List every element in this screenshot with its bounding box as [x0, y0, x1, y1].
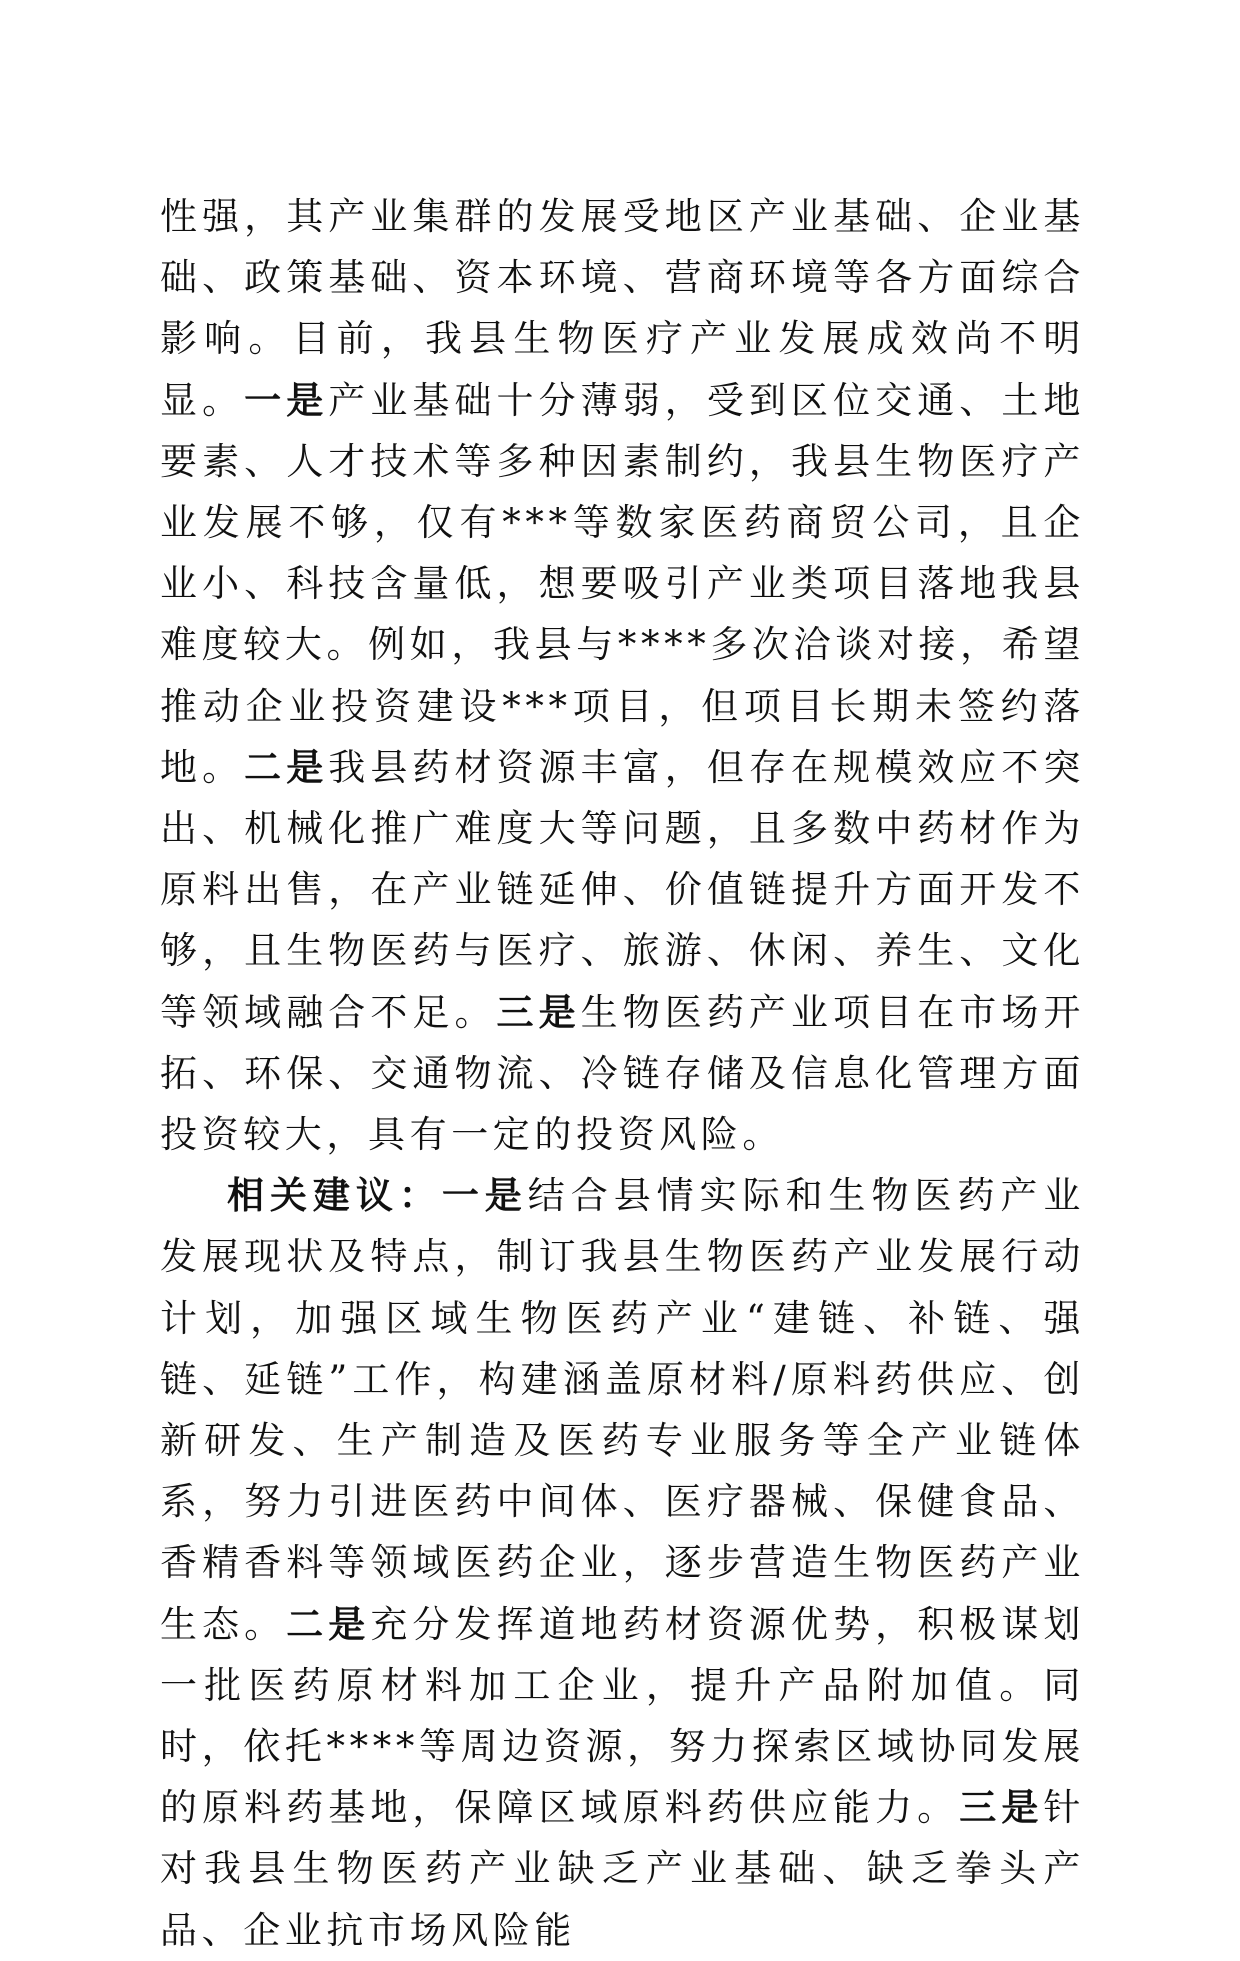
document-body	[160, 186, 1085, 1961]
point-label-two: 二是	[244, 745, 329, 789]
suggestion-text-three: 针对我县生物医药产业缺乏产业基础、缺乏拳头产品、企业抗市场风险能	[160, 1786, 1085, 1952]
paragraph-problems	[160, 186, 1085, 1165]
paragraph-suggestions	[160, 1165, 1085, 1961]
suggestion-label-one: 一是	[441, 1174, 528, 1218]
point-label-three: 三是	[496, 990, 581, 1034]
suggestion-label-two: 二是	[286, 1602, 371, 1646]
suggestion-label-three: 三是	[959, 1786, 1044, 1830]
suggestions-heading: 相关建议：	[227, 1174, 442, 1218]
suggestion-text-two: 充分发挥道地药材资源优势，积极谋划一批医药原材料加工企业，提升产品附加值。同时，依托****等周边资源，努力探索区域协同发展的原料药基地，保障区域原料药供应能力。	[160, 1602, 1085, 1830]
point-text-three: 生物医药产业项目在市场开拓、环保、交通物流、冷链存储及信息化管理方面投资较大，具有一定的投资风险。	[160, 990, 1085, 1157]
point-label-one: 一是	[244, 378, 329, 422]
point-text-two: 我县药材资源丰富，但存在规模效应不突出、机械化推广难度大等问题，且多数中药材作为原料出售，在产业链延伸、价值链提升方面开发不够，且生物医药与医疗、旅游、休闲、养生、文化等领域融合不足。	[160, 745, 1085, 1034]
paragraph-lead-text: 性强，其产业集群的发展受地区产业基础、企业基础、政策基础、资本环境、营商环境等各方面综合影响。目前，我县生物医疗产业发展成效尚不明显。	[160, 195, 1085, 422]
suggestion-text-one: 结合县情实际和生物医药产业发展现状及特点，制订我县生物医药产业发展行动计划，加强区域生物医药产业“建链、补链、强链、延链”工作，构建涵盖原材料/原料药供应、创新研发、生产制造及医药专业服务等全产业链体系，努力引进医药中间体、医疗器械、保健食品、香精香料等领域医药企业，逐步营造生物医药产业生态。	[160, 1174, 1085, 1646]
point-text-one: 产业基础十分薄弱，受到区位交通、土地要素、人才技术等多种因素制约，我县生物医疗产业发展不够，仅有***等数家医药商贸公司，且企业小、科技含量低，想要吸引产业类项目落地我县难度较大。例如，我县与****多次洽谈对接，希望推动企业投资建设***项目，但项目长期未签约落地。	[160, 378, 1085, 789]
